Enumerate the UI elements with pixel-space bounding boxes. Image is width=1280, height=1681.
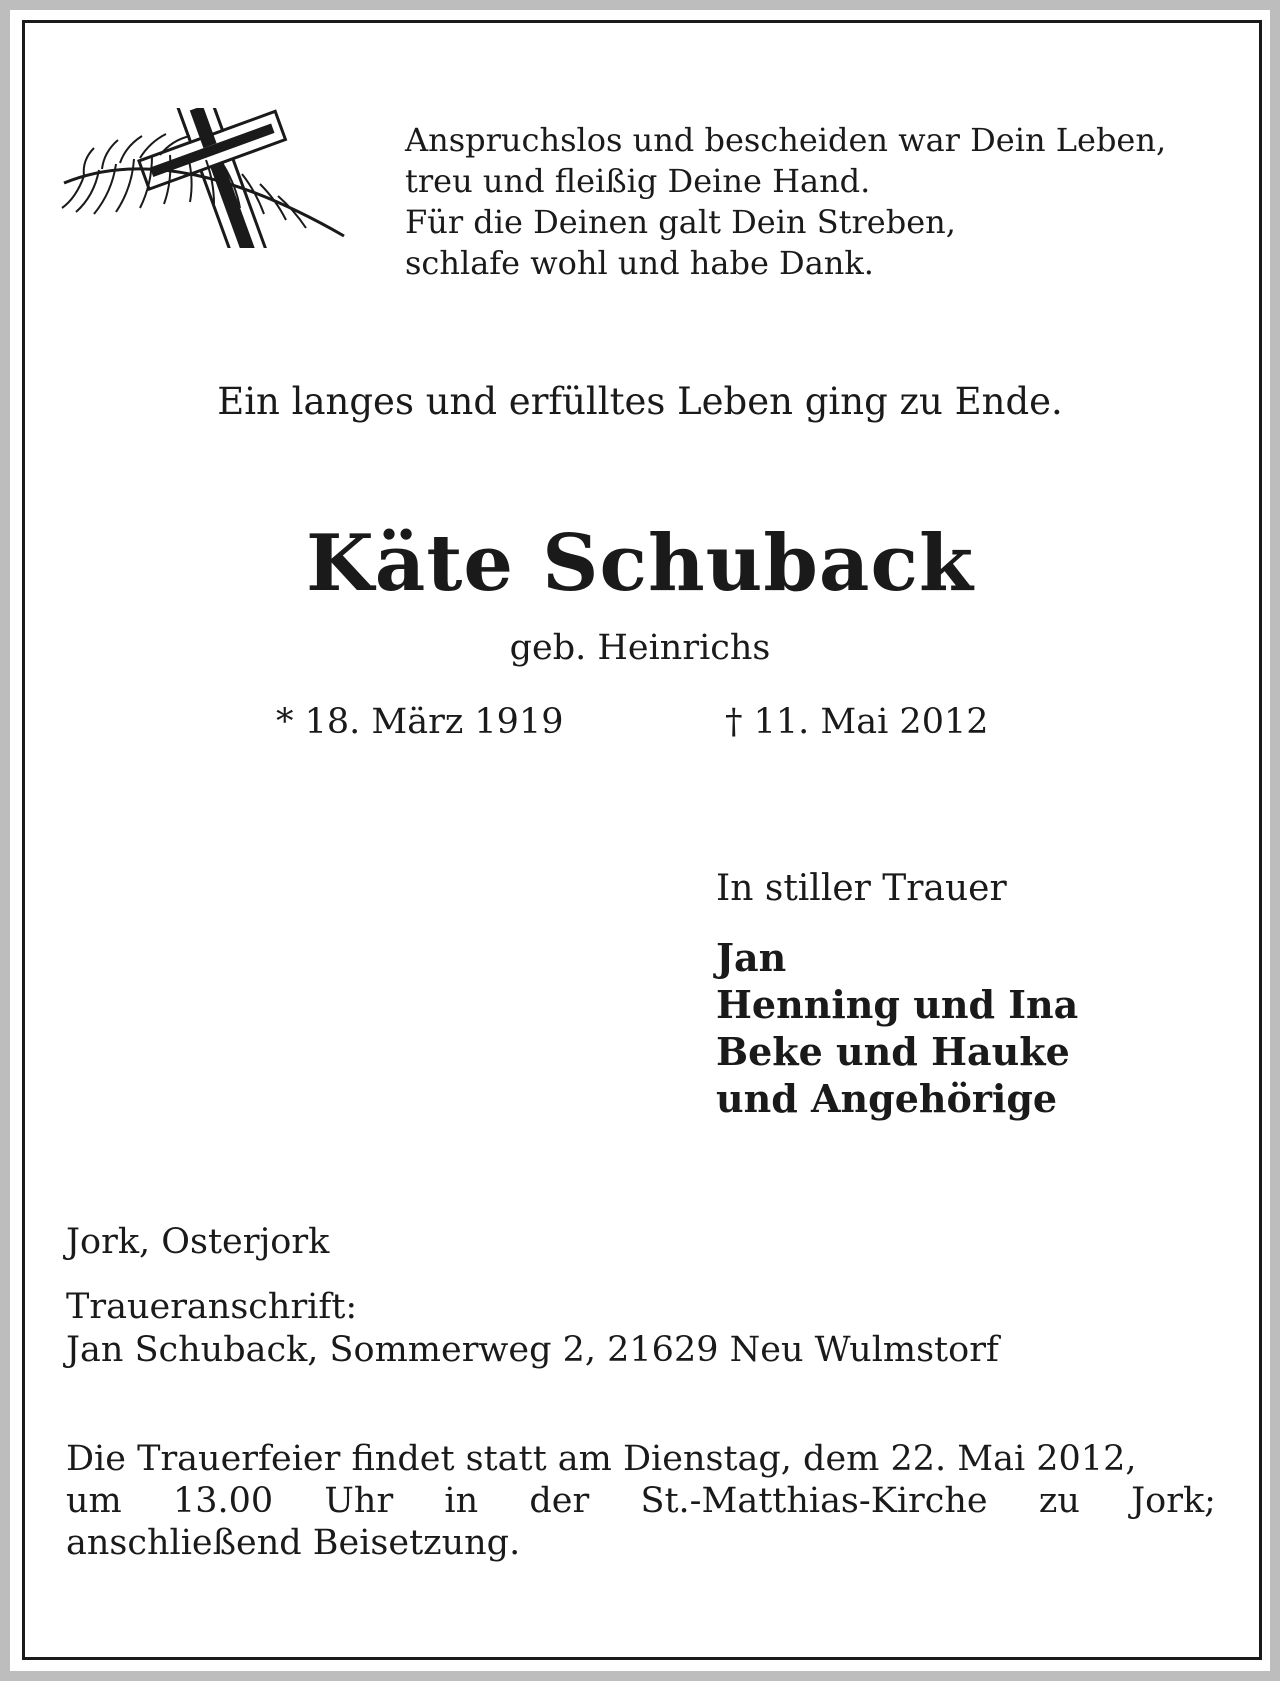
mourning-heading: In stiller Trauer: [716, 868, 1007, 909]
mourner-name: Beke und Hauke: [716, 1029, 1070, 1074]
poem-line: Für die Deinen galt Dein Streben,: [405, 203, 956, 241]
ceremony-word: Jork;: [1131, 1481, 1216, 1521]
mourner-name: Jan: [716, 935, 787, 980]
ceremony-word: Uhr: [324, 1481, 394, 1521]
place: Jork, Osterjork: [66, 1222, 330, 1262]
poem-line: treu und fleißig Deine Hand.: [405, 162, 871, 200]
ceremony-info: [66, 1438, 1216, 1564]
death-date: † 11. Mai 2012: [725, 702, 989, 742]
ceremony-word: zu: [1038, 1481, 1080, 1521]
ceremony-word: um: [66, 1481, 122, 1521]
intro-sentence: Ein langes und erfülltes Leben ging zu Ende.: [217, 380, 1063, 423]
poem-line: Anspruchslos und bescheiden war Dein Leben,: [405, 121, 1167, 159]
ceremony-word: 13.00: [172, 1481, 274, 1521]
address-value: Jan Schuback, Sommerweg 2, 21629 Neu Wulmstorf: [66, 1330, 999, 1370]
ceremony-word: St.-Matthias-Kirche: [640, 1481, 988, 1521]
poem-line: schlafe wohl und habe Dank.: [405, 244, 874, 282]
memorial-poem: [405, 120, 1245, 284]
deceased-name: Käte Schuback: [305, 518, 974, 609]
birth-date: * 18. März 1919: [276, 702, 564, 742]
mourners-list: [716, 934, 1078, 1122]
cross-palm-branch-icon: [54, 108, 364, 248]
address-label: Traueranschrift:: [66, 1287, 358, 1327]
ceremony-word: in: [444, 1481, 479, 1521]
mourning-address: [66, 1286, 999, 1372]
ceremony-word: der: [529, 1481, 590, 1521]
ceremony-line: Die Trauerfeier findet statt am Dienstag, dem 22. Mai 2012,: [66, 1439, 1137, 1479]
mourner-name: und Angehörige: [716, 1076, 1058, 1121]
mourner-name: Henning und Ina: [716, 982, 1079, 1027]
maiden-name: geb. Heinrichs: [509, 628, 771, 668]
ceremony-line-justified: [66, 1480, 1216, 1522]
ceremony-line: anschließend Beisetzung.: [66, 1523, 521, 1563]
